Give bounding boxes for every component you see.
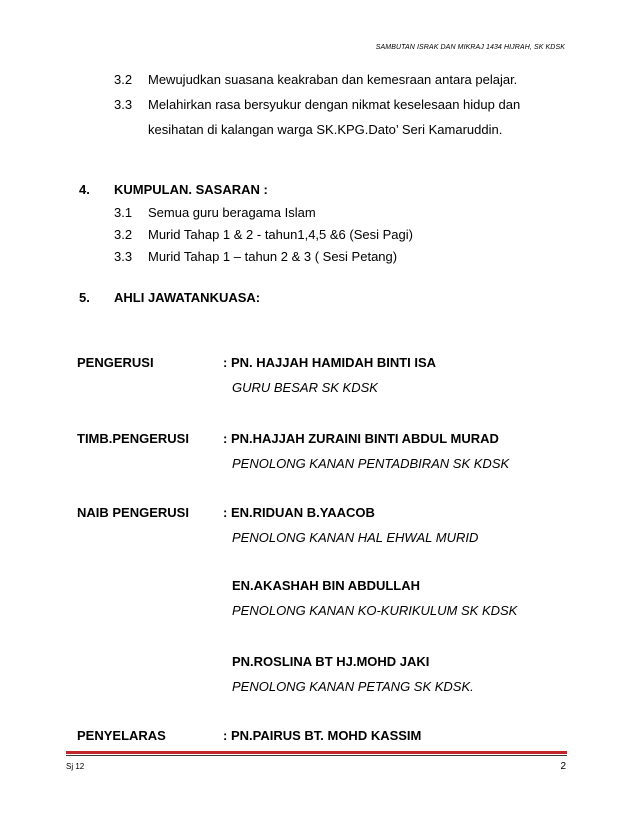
footer-rule-dark xyxy=(66,755,567,756)
list-item-text: Murid Tahap 1 & 2 - tahun1,4,5 &6 (Sesi Pagi) xyxy=(148,227,413,242)
footer-rule-red xyxy=(66,751,567,754)
section-number: 4. xyxy=(79,182,90,197)
committee-position: PENOLONG KANAN HAL EHWAL MURID xyxy=(232,530,479,545)
committee-role: NAIB PENGERUSI xyxy=(77,505,189,520)
committee-position: PENOLONG KANAN PETANG SK KDSK. xyxy=(232,679,474,694)
running-header: SAMBUTAN ISRAK DAN MIKRAJ 1434 HIJRAH, SK KDSK xyxy=(375,44,565,51)
committee-position: PENOLONG KANAN KO-KURIKULUM SK KDSK xyxy=(232,603,518,618)
list-item-number: 3.1 xyxy=(114,205,133,220)
list-item-text: Murid Tahap 1 – tahun 2 & 3 ( Sesi Petang) xyxy=(148,249,398,264)
list-item-text: Semua guru beragama Islam xyxy=(148,205,316,220)
objective-number: 3.3 xyxy=(114,97,133,112)
objective-text: Melahirkan rasa bersyukur dengan nikmat keselesaan hidup dan xyxy=(148,97,521,112)
committee-position: PENOLONG KANAN PENTADBIRAN SK KDSK xyxy=(232,456,510,471)
committee-role: PENGERUSI xyxy=(77,355,154,370)
section-title: AHLI JAWATANKUASA: xyxy=(114,290,261,305)
committee-role: TIMB.PENGERUSI xyxy=(77,431,189,446)
list-item-number: 3.3 xyxy=(114,249,133,264)
objective-text: kesihatan di kalangan warga SK.KPG.Dato’ Seri Kamaruddin. xyxy=(148,122,503,137)
committee-name: : PN.HAJJAH ZURAINI BINTI ABDUL MURAD xyxy=(223,431,499,446)
page-number: 2 xyxy=(560,761,566,772)
objective-text: Mewujudkan suasana keakraban dan kemesraan antara pelajar. xyxy=(148,72,518,87)
committee-position: GURU BESAR SK KDSK xyxy=(232,380,378,395)
committee-name: : PN.PAIRUS BT. MOHD KASSIM xyxy=(223,728,422,743)
committee-name: PN.ROSLINA BT HJ.MOHD JAKI xyxy=(232,654,430,669)
section-number: 5. xyxy=(79,290,90,305)
committee-role: PENYELARAS xyxy=(77,728,166,743)
objective-number: 3.2 xyxy=(114,72,133,87)
section-title: KUMPULAN. SASARAN : xyxy=(114,182,268,197)
committee-name: EN.AKASHAH BIN ABDULLAH xyxy=(232,578,421,593)
list-item-number: 3.2 xyxy=(114,227,133,242)
committee-name: : EN.RIDUAN B.YAACOB xyxy=(223,505,375,520)
committee-name: : PN. HAJJAH HAMIDAH BINTI ISA xyxy=(223,355,437,370)
footer-left-text: Sj 12 xyxy=(66,762,85,771)
